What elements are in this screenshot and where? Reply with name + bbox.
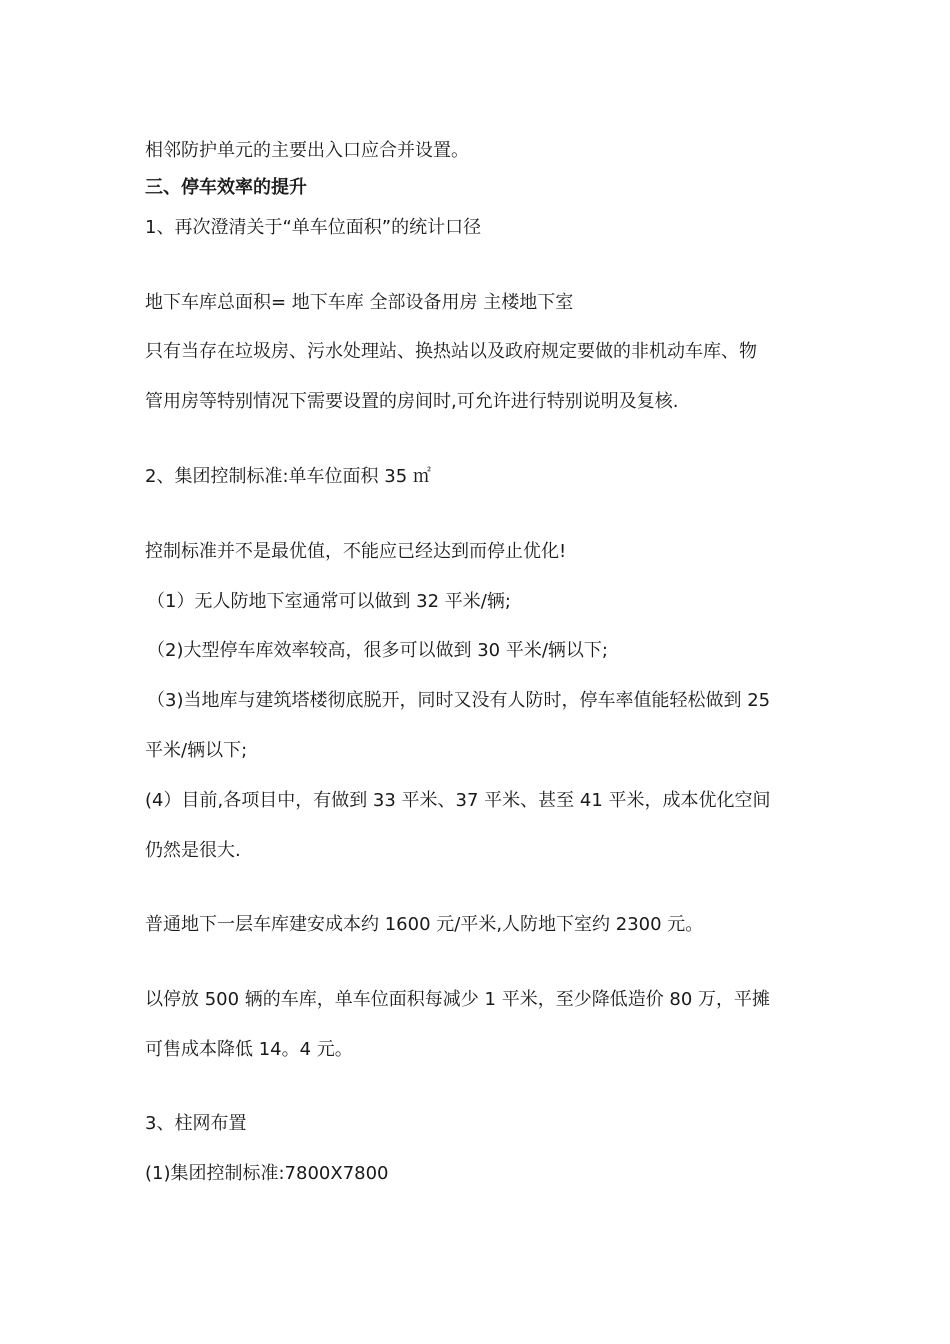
text-line-protection-unit: 相邻防护单元的主要出入口应合并设置。 xyxy=(145,140,469,161)
text-line-cost-savings-2: 可售成本降低 14。4 元。 xyxy=(145,1039,353,1060)
list-item-3-line-2: 平米/辆以下; xyxy=(145,740,248,761)
subheading-group-standard: 2、集团控制标准:单车位面积 35 ㎡ xyxy=(145,466,431,487)
text-line-special-rooms-1: 只有当存在垃圾房、污水处理站、换热站以及政府规定要做的非机动车库、物 xyxy=(145,341,757,362)
text-line-cost-savings-1: 以停放 500 辆的车库，单车位面积每减少 1 平米，至少降低造价 80 万，平摊 xyxy=(145,989,771,1010)
subheading-clarify-area: 1、再次澄清关于“单车位面积”的统计口径 xyxy=(145,217,482,238)
text-line-special-rooms-2: 管用房等特别情况下需要设置的房间时,可允许进行特别说明及复核. xyxy=(145,391,679,412)
list-item-4-line-1: (4）目前,各项目中，有做到 33 平米、37 平米、甚至 41 平米，成本优化空间 xyxy=(145,790,771,811)
text-line-total-area-formula: 地下车库总面积= 地下车库 全部设备用房 主楼地下室 xyxy=(145,292,574,313)
text-line-not-optimal: 控制标准并不是最优值，不能应已经达到而停止优化! xyxy=(145,541,567,562)
text-line-grid-standard: (1)集团控制标准:7800X7800 xyxy=(145,1163,389,1184)
list-item-2: （2)大型停车库效率较高，很多可以做到 30 平米/辆以下; xyxy=(147,640,608,661)
list-item-3-line-1: （3)当地库与建筑塔楼彻底脱开，同时又没有人防时，停车率值能轻松做到 25 xyxy=(147,690,771,711)
list-item-4-line-2: 仍然是很大. xyxy=(145,840,241,861)
text-line-construction-cost: 普通地下一层车库建安成本约 1600 元/平米,人防地下室约 2300 元。 xyxy=(145,914,704,935)
subheading-column-grid: 3、柱网布置 xyxy=(145,1113,247,1134)
section-heading-parking-efficiency: 三、停车效率的提升 xyxy=(145,177,307,198)
list-item-1: （1）无人防地下室通常可以做到 32 平米/辆; xyxy=(147,591,511,612)
